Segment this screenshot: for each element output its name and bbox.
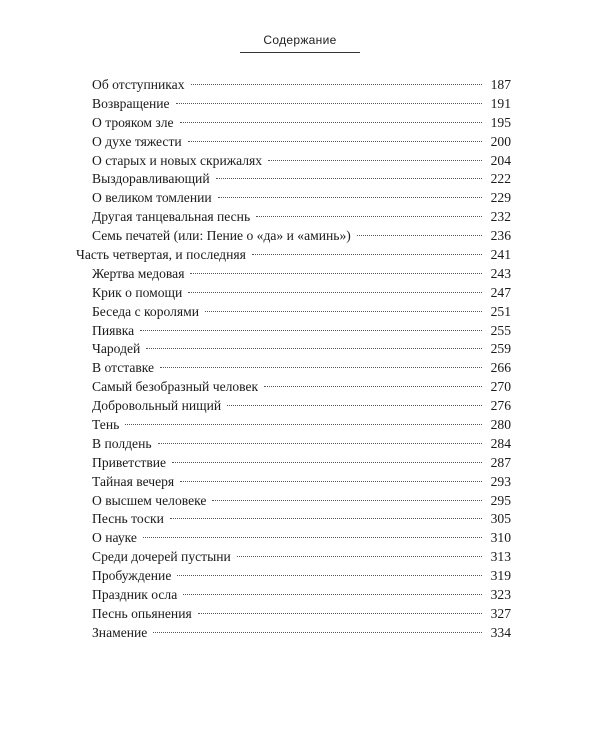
dot-leader <box>190 273 482 274</box>
toc-entry-title: В отставке <box>92 360 155 376</box>
toc-entry <box>92 359 511 378</box>
dot-leader <box>188 141 482 142</box>
dot-leader <box>153 632 482 633</box>
toc-entry <box>92 133 511 152</box>
toc-entry-page: 187 <box>490 77 511 92</box>
toc-entry-page: 204 <box>490 152 511 168</box>
toc-entry-title: Крик о помощи <box>92 284 183 300</box>
toc-entry <box>92 492 511 511</box>
toc-entry <box>92 435 511 454</box>
toc-entry-title: Самый безобразный человек <box>92 379 259 395</box>
toc-entry-page: 229 <box>490 190 511 206</box>
toc-entry-page: 313 <box>490 549 511 565</box>
toc-entry-title: Часть четвертая, и последняя <box>76 247 246 263</box>
dot-leader <box>212 500 482 501</box>
toc-entry-title: Чародей <box>92 341 141 357</box>
dot-leader <box>191 84 482 85</box>
toc-entry-title: Песнь тоски <box>92 511 164 527</box>
toc-entry-title: О высшем человеке <box>92 492 207 508</box>
toc-entry-page: 305 <box>490 511 511 527</box>
dot-leader <box>146 348 482 349</box>
toc-entry <box>92 378 511 397</box>
toc-entry <box>92 208 511 227</box>
toc-entry <box>92 586 511 605</box>
dot-leader <box>140 330 482 331</box>
toc-entry-page: 191 <box>490 95 511 111</box>
toc-entry-title: Тень <box>92 417 120 433</box>
toc-entry-page: 241 <box>490 247 511 263</box>
dot-leader <box>205 311 482 312</box>
toc-entry <box>92 416 511 435</box>
toc-entry-title: Пиявка <box>92 322 135 338</box>
table-of-contents <box>0 76 600 643</box>
toc-entry <box>92 322 511 341</box>
running-head-title: Содержание <box>263 33 337 47</box>
toc-entry-title: Праздник осла <box>92 587 178 603</box>
dot-leader <box>180 481 482 482</box>
toc-entry-title: О старых и новых скрижалях <box>92 152 263 168</box>
toc-entry <box>92 624 511 643</box>
toc-entry-title: Пробуждение <box>92 568 172 584</box>
toc-entry-page: 270 <box>490 379 511 395</box>
toc-entry-page: 247 <box>490 284 511 300</box>
toc-entry-page: 323 <box>490 587 511 603</box>
dot-leader <box>357 235 482 236</box>
toc-entry-page: 232 <box>490 209 511 225</box>
toc-entry-page: 195 <box>490 114 511 130</box>
toc-entry-title: Приветствие <box>92 454 167 470</box>
toc-entry <box>92 152 511 171</box>
toc-entry-title: Возвращение <box>92 95 170 111</box>
toc-entry <box>92 548 511 567</box>
dot-leader <box>188 292 482 293</box>
toc-entry-page: 284 <box>490 435 511 451</box>
toc-entry <box>92 510 511 529</box>
toc-entry-page: 222 <box>490 171 511 187</box>
toc-entry-title: Знамение <box>92 624 148 640</box>
toc-entry-page: 293 <box>490 473 511 489</box>
toc-entry-title: Жертва медовая <box>92 265 185 281</box>
toc-entry-page: 334 <box>490 624 511 640</box>
dot-leader <box>183 594 482 595</box>
toc-entry <box>92 227 511 246</box>
toc-entry-title: Среди дочерей пустыни <box>92 549 231 565</box>
dot-leader <box>268 160 482 161</box>
dot-leader <box>177 575 482 576</box>
dot-leader <box>198 613 482 614</box>
dot-leader <box>160 367 482 368</box>
dot-leader <box>180 122 482 123</box>
toc-entry-page: 295 <box>490 492 511 508</box>
dot-leader <box>252 254 482 255</box>
toc-entry <box>92 303 511 322</box>
toc-entry-page: 200 <box>490 133 511 149</box>
header-rule <box>240 52 360 53</box>
toc-entry <box>92 170 511 189</box>
toc-entry <box>92 189 511 208</box>
dot-leader <box>158 443 482 444</box>
toc-entry <box>92 284 511 303</box>
toc-entry-page: 310 <box>490 530 511 546</box>
toc-entry-title: Об отступниках <box>92 77 185 92</box>
toc-entry <box>92 76 511 95</box>
toc-entry <box>92 95 511 114</box>
toc-entry-page: 287 <box>490 454 511 470</box>
toc-entry-page: 236 <box>490 228 511 244</box>
dot-leader <box>170 518 482 519</box>
toc-entry-title: Выздоравливающий <box>92 171 210 187</box>
toc-entry <box>92 529 511 548</box>
toc-entry-title: Добровольный нищий <box>92 398 222 414</box>
toc-entry <box>92 265 511 284</box>
toc-entry <box>92 454 511 473</box>
dot-leader <box>143 537 482 538</box>
dot-leader <box>264 386 482 387</box>
toc-entry <box>92 397 511 416</box>
toc-entry-title: Семь печатей (или: Пение о «да» и «аминь») <box>92 228 351 244</box>
dot-leader <box>172 462 482 463</box>
toc-entry-page: 266 <box>490 360 511 376</box>
toc-entry-title: О духе тяжести <box>92 133 182 149</box>
dot-leader <box>237 556 482 557</box>
dot-leader <box>218 197 482 198</box>
toc-entry-page: 319 <box>490 568 511 584</box>
toc-entry-title: Тайная вечеря <box>92 473 175 489</box>
toc-entry-title: В полдень <box>92 435 152 451</box>
toc-entry <box>92 567 511 586</box>
toc-entry-title: Беседа с королями <box>92 303 200 319</box>
toc-entry-title: Другая танцевальная песнь <box>92 209 251 225</box>
toc-entry-page: 280 <box>490 417 511 433</box>
dot-leader <box>256 216 482 217</box>
toc-entry-title: О великом томлении <box>92 190 212 206</box>
toc-entry <box>92 605 511 624</box>
dot-leader <box>227 405 482 406</box>
toc-entry <box>92 340 511 359</box>
toc-entry-page: 327 <box>490 605 511 621</box>
dot-leader <box>125 424 482 425</box>
toc-entry <box>92 473 511 492</box>
toc-entry-page: 259 <box>490 341 511 357</box>
toc-entry <box>92 114 511 133</box>
dot-leader <box>176 103 482 104</box>
toc-entry-page: 243 <box>490 265 511 281</box>
toc-entry-title: О науке <box>92 530 137 546</box>
toc-part-heading <box>76 246 511 265</box>
toc-entry-title: О трояком зле <box>92 114 174 130</box>
toc-entry-page: 255 <box>490 322 511 338</box>
toc-entry-page: 276 <box>490 398 511 414</box>
dot-leader <box>216 178 482 179</box>
toc-entry-page: 251 <box>490 303 511 319</box>
toc-entry-title: Песнь опьянения <box>92 605 192 621</box>
